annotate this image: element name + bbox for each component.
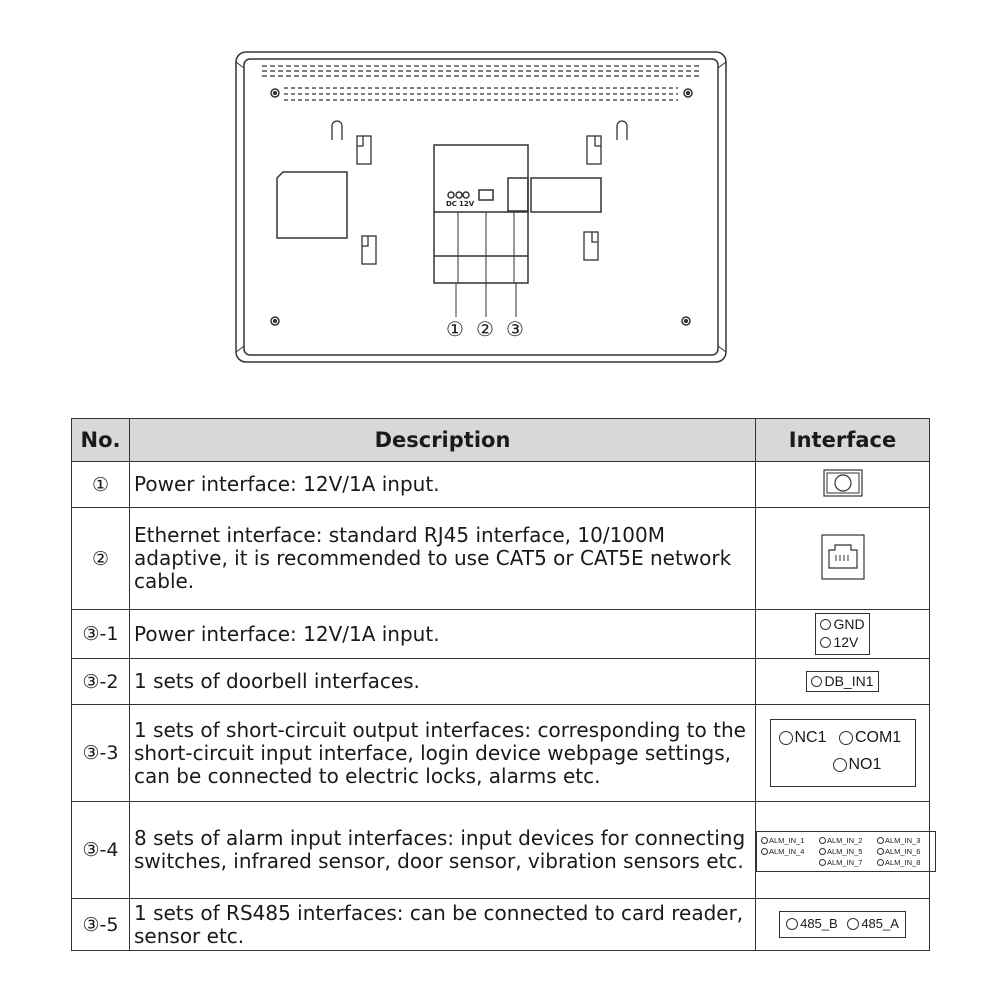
pin-label: COM1 (854, 729, 902, 746)
pin-circle-icon (847, 918, 859, 930)
pin-label: ALM_IN_2 (827, 835, 863, 845)
rj45-port (479, 190, 493, 200)
table-row (72, 508, 930, 610)
doorbell-terminal-label (806, 671, 878, 692)
row-number: ① (72, 462, 130, 508)
table-row (72, 659, 930, 705)
pin-circle-icon (839, 731, 853, 745)
terminal-plug (508, 178, 528, 211)
table-row (72, 899, 930, 951)
row-description: 1 sets of short-circuit output interfaces: corresponding to the short-circuit input interface, login device webpage settings, can be connected to electric locks, alarms etc. (130, 705, 756, 802)
row-description: Power interface: 12V/1A input. (130, 610, 756, 659)
pin-label: ALM_IN_4 (769, 846, 805, 856)
row-description: Ethernet interface: standard RJ45 interface, 10/100M adaptive, it is recommended to use CAT5 or CAT5E network cable. (130, 508, 756, 610)
pin-label: 12V (833, 634, 859, 650)
row-interface (756, 610, 930, 659)
table-row (72, 802, 930, 899)
pin-circle-icon (820, 619, 831, 630)
pin-label: ALM_IN_5 (827, 846, 863, 856)
row-interface (756, 659, 930, 705)
pin-circle-icon (820, 637, 831, 648)
pin-label: ALM_IN_8 (885, 857, 921, 867)
row-description: Power interface: 12V/1A input. (130, 462, 756, 508)
pin-label: NC1 (794, 729, 827, 746)
pin-circle-icon (833, 758, 847, 772)
terminal-block (531, 178, 601, 212)
callout-2: ② (476, 317, 494, 341)
pin-circle-icon (877, 837, 884, 844)
table-row (72, 610, 930, 659)
header-description: Description (130, 419, 756, 462)
voltage-label: 12V (459, 200, 475, 208)
table-row (72, 462, 930, 508)
relay-terminal-label (770, 719, 916, 787)
pin-circle-icon (779, 731, 793, 745)
row-description: 8 sets of alarm input interfaces: input devices for connecting switches, infrared sensor, door sensor, vibration sensors etc. (130, 802, 756, 899)
row-number: ③-5 (72, 899, 130, 951)
row-number: ② (72, 508, 130, 610)
pin-circle-icon (819, 859, 826, 866)
pin-circle-icon (786, 918, 798, 930)
callout-3: ③ (506, 317, 524, 341)
pin-circle-icon (877, 848, 884, 855)
rj45-icon (821, 534, 865, 580)
rs485-terminal-label (779, 911, 906, 938)
device-rear-diagram (0, 0, 1000, 400)
vent-slots-top (262, 66, 700, 76)
pin-label: ALM_IN_1 (769, 835, 805, 845)
pin-circle-icon (877, 859, 884, 866)
pin-circle-icon (761, 848, 768, 855)
row-interface (756, 899, 930, 951)
pin-label: 485_A (861, 916, 899, 932)
device-outline (236, 52, 726, 362)
alarm-terminal-label (756, 831, 936, 872)
screw-icon (271, 89, 692, 325)
callout-1: ① (446, 317, 464, 341)
row-interface (756, 802, 930, 899)
header-no: No. (72, 419, 130, 462)
row-interface (756, 462, 930, 508)
pin-label: ALM_IN_3 (885, 835, 921, 845)
power-terminal-label (815, 613, 869, 655)
table-header-row (72, 419, 930, 462)
row-interface (756, 705, 930, 802)
pin-label: ALM_IN_7 (827, 857, 863, 867)
pin-circle-icon (819, 848, 826, 855)
pin-label: 485_B (800, 916, 838, 932)
dc-label: DC (446, 200, 457, 208)
vent-slots-bottom (284, 88, 678, 100)
pin-circle-icon (819, 837, 826, 844)
row-description: 1 sets of doorbell interfaces. (130, 659, 756, 705)
label-panel (277, 172, 347, 238)
pin-circle-icon (761, 837, 768, 844)
pin-label: ALM_IN_6 (885, 846, 921, 856)
dc-jack-icon (823, 469, 863, 497)
callout-leaders (456, 283, 516, 317)
table-row (72, 705, 930, 802)
header-interface: Interface (756, 419, 930, 462)
row-number: ③-1 (72, 610, 130, 659)
row-number: ③-2 (72, 659, 130, 705)
pin-label: NO1 (848, 756, 882, 773)
row-number: ③-4 (72, 802, 130, 899)
pin-label: DB_IN1 (824, 673, 874, 690)
interface-table (71, 418, 930, 951)
device-inner-outline (244, 59, 718, 355)
row-number: ③-3 (72, 705, 130, 802)
row-interface (756, 508, 930, 610)
pin-circle-icon (811, 676, 822, 687)
pin-label: GND (833, 616, 865, 632)
row-description: 1 sets of RS485 interfaces: can be connected to card reader, sensor etc. (130, 899, 756, 951)
